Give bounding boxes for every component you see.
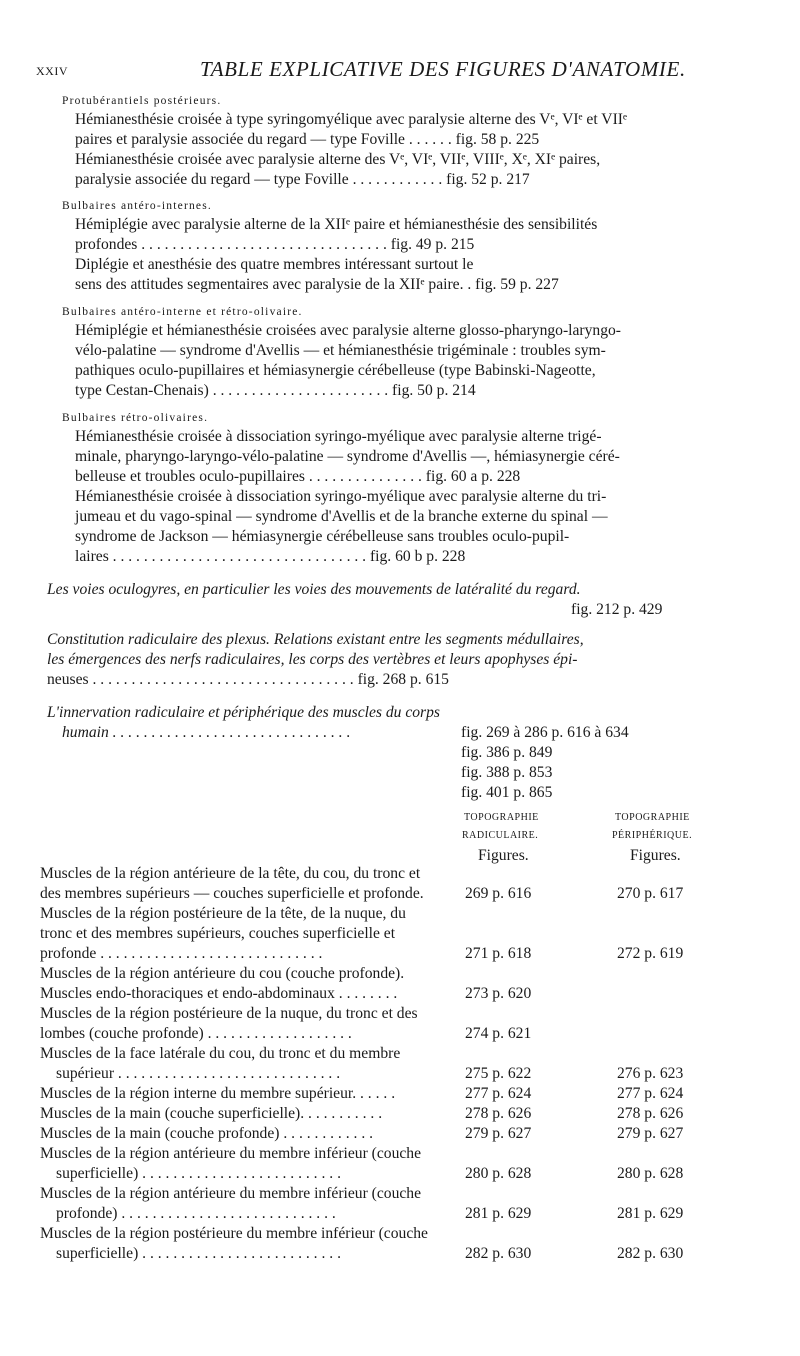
text-line: laires . . . . . . . . . . . . . . . . . . . . . . . . . . . . . . . . . fig. 60 b p. 228: [75, 548, 466, 565]
page-number: XXIV: [36, 64, 68, 78]
text-line: fig. 401 p. 865: [461, 784, 553, 801]
text-line: 282 p. 630: [617, 1245, 684, 1262]
text-line: Muscles de la face latérale du cou, du tronc et du membre: [40, 1045, 401, 1062]
text-line: 270 p. 617: [617, 885, 684, 902]
text-line: Muscles de la région antérieure du membre inférieur (couche: [40, 1185, 422, 1202]
text-line: Muscles de la région antérieure du membre inférieur (couche: [40, 1145, 422, 1162]
text-line: 278 p. 626: [465, 1105, 532, 1122]
text-line: jumeau et du vago-spinal — syndrome d'Avellis et de la branche externe du spinal —: [75, 508, 608, 525]
text-line: Les voies oculogyres, en particulier les voies des mouvements de latéralité du regard.: [47, 581, 581, 598]
text-line: Figures.: [630, 847, 681, 864]
text-line: Muscles de la région postérieure du membre inférieur (couche: [40, 1225, 428, 1242]
text-line: 282 p. 630: [465, 1245, 532, 1262]
text-line: Hémiplégie avec paralysie alterne de la XIIᵉ paire et hémianesthésie des sensibilités: [75, 216, 598, 233]
text-line: TOPOGRAPHIE: [615, 812, 690, 823]
text-line: 280 p. 628: [465, 1165, 532, 1182]
text-line: Muscles de la région antérieure du cou (couche profonde).: [40, 965, 405, 982]
text-line: type Cestan-Chenais) . . . . . . . . . . . . . . . . . . . . . . . fig. 50 p. 214: [75, 382, 476, 399]
text-line: 278 p. 626: [617, 1105, 684, 1122]
text-line: vélo-palatine — syndrome d'Avellis — et hémianesthésie trigéminale : troubles sym-: [75, 342, 606, 359]
text-line: Hémianesthésie croisée à type syringomyélique avec paralysie alterne des Vᵉ, VIᵉ et VIIᵉ: [75, 111, 627, 128]
text-line: Muscles de la région antérieure de la tête, du cou, du tronc et: [40, 865, 421, 882]
text-line: lombes (couche profonde) . . . . . . . . . . . . . . . . . . .: [40, 1025, 352, 1042]
text-line: superficielle) . . . . . . . . . . . . . . . . . . . . . . . . . .: [56, 1165, 341, 1182]
text-line: fig. 269 à 286 p. 616 à 634: [461, 724, 629, 741]
text-line: fig. 212 p. 429: [571, 601, 663, 618]
text-line: belleuse et troubles oculo-pupillaires . . . . . . . . . . . . . . . fig. 60 a p. 228: [75, 468, 521, 485]
text-line: 275 p. 622: [465, 1065, 532, 1082]
text-line: RADICULAIRE.: [462, 830, 539, 841]
text-line: Muscles de la région interne du membre supérieur. . . . . .: [40, 1085, 396, 1102]
text-line: 271 p. 618: [465, 945, 532, 962]
text-line: 279 p. 627: [617, 1125, 684, 1142]
text-line: Muscles de la main (couche profonde) . . . . . . . . . . . .: [40, 1125, 374, 1142]
text-line: paires et paralysie associée du regard — type Foville . . . . . . fig. 58 p. 225: [75, 131, 540, 148]
text-line: PÉRIPHÉRIQUE.: [612, 830, 693, 841]
text-line: Muscles de la région postérieure de la tête, de la nuque, du: [40, 905, 406, 922]
text-line: paralysie associée du regard — type Foville . . . . . . . . . . . . fig. 52 p. 217: [75, 171, 530, 188]
text-line: Muscles de la main (couche superficielle). . . . . . . . . . .: [40, 1105, 383, 1122]
text-line: superficielle) . . . . . . . . . . . . . . . . . . . . . . . . . .: [56, 1245, 341, 1262]
text-line: 279 p. 627: [465, 1125, 532, 1142]
text-line: 269 p. 616: [465, 885, 532, 902]
text-line: Constitution radiculaire des plexus. Relations existant entre les segments médullaires,: [47, 631, 584, 648]
text-line: 281 p. 629: [617, 1205, 684, 1222]
text-line: Protubérantiels postérieurs.: [62, 95, 222, 107]
text-line: supérieur . . . . . . . . . . . . . . . . . . . . . . . . . . . . .: [56, 1065, 341, 1082]
text-line: Figures.: [478, 847, 529, 864]
text-line: 281 p. 629: [465, 1205, 532, 1222]
text-line: les émergences des nerfs radiculaires, les corps des vertèbres et leurs apophyses épi-: [47, 651, 578, 668]
text-line: Bulbaires antéro-internes.: [62, 200, 212, 212]
text-line: 274 p. 621: [465, 1025, 532, 1042]
text-line: Muscles de la région postérieure de la nuque, du tronc et des: [40, 1005, 418, 1022]
text-line: profonde . . . . . . . . . . . . . . . . . . . . . . . . . . . . .: [40, 945, 323, 962]
text-line: humain . . . . . . . . . . . . . . . . . . . . . . . . . . . . . . .: [62, 724, 351, 741]
text-line: Hémianesthésie croisée à dissociation syringo-myélique avec paralysie alterne du tri-: [75, 488, 607, 505]
text-line: des membres supérieurs — couches superficielle et profonde.: [40, 885, 424, 902]
text-line: 277 p. 624: [617, 1085, 684, 1102]
text-line: Hémiplégie et hémianesthésie croisées avec paralysie alterne glosso-pharyngo-laryngo-: [75, 322, 622, 339]
text-line: 273 p. 620: [465, 985, 532, 1002]
text-line: Bulbaires antéro-interne et rétro-olivaire.: [62, 306, 303, 318]
text-line: Muscles endo-thoraciques et endo-abdominaux . . . . . . . .: [40, 985, 398, 1002]
text-line: 280 p. 628: [617, 1165, 684, 1182]
text-line: syndrome de Jackson — hémiasynergie cérébelleuse sans troubles oculo-pupil-: [75, 528, 570, 545]
text-line: Diplégie et anesthésie des quatre membres intéressant surtout le: [75, 256, 474, 273]
text-line: fig. 388 p. 853: [461, 764, 553, 781]
text-line: 276 p. 623: [617, 1065, 684, 1082]
text-line: L'innervation radiculaire et périphérique des muscles du corps: [47, 704, 440, 721]
text-line: neuses . . . . . . . . . . . . . . . . . . . . . . . . . . . . . . . . . . fig. 268 p. 615: [47, 671, 449, 688]
text-line: 272 p. 619: [617, 945, 684, 962]
running-title: TABLE EXPLICATIVE DES FIGURES D'ANATOMIE.: [200, 57, 686, 81]
text-line: TOPOGRAPHIE: [464, 812, 539, 823]
text-line: Hémianesthésie croisée à dissociation syringo-myélique avec paralysie alterne trigé-: [75, 428, 602, 445]
text-line: tronc et des membres supérieurs, couches superficielle et: [40, 925, 396, 942]
text-line: profondes . . . . . . . . . . . . . . . . . . . . . . . . . . . . . . . . fig. 49 p. 215: [75, 236, 475, 253]
text-line: Hémianesthésie croisée avec paralysie alterne des Vᵉ, VIᵉ, VIIᵉ, VIIIᵉ, Xᵉ, XIᵉ paires,: [75, 151, 601, 168]
text-line: fig. 386 p. 849: [461, 744, 553, 761]
text-line: Bulbaires rétro-olivaires.: [62, 412, 209, 424]
text-line: sens des attitudes segmentaires avec paralysie de la XIIᵉ paire. . fig. 59 p. 227: [75, 276, 559, 293]
text-line: pathiques oculo-pupillaires et hémiasynergie cérébelleuse (type Babinski-Nageotte,: [75, 362, 596, 379]
text-line: profonde) . . . . . . . . . . . . . . . . . . . . . . . . . . . .: [56, 1205, 336, 1222]
text-line: minale, pharyngo-laryngo-vélo-palatine — syndrome d'Avellis —, hémiasynergie céré-: [75, 448, 620, 465]
text-line: 277 p. 624: [465, 1085, 532, 1102]
